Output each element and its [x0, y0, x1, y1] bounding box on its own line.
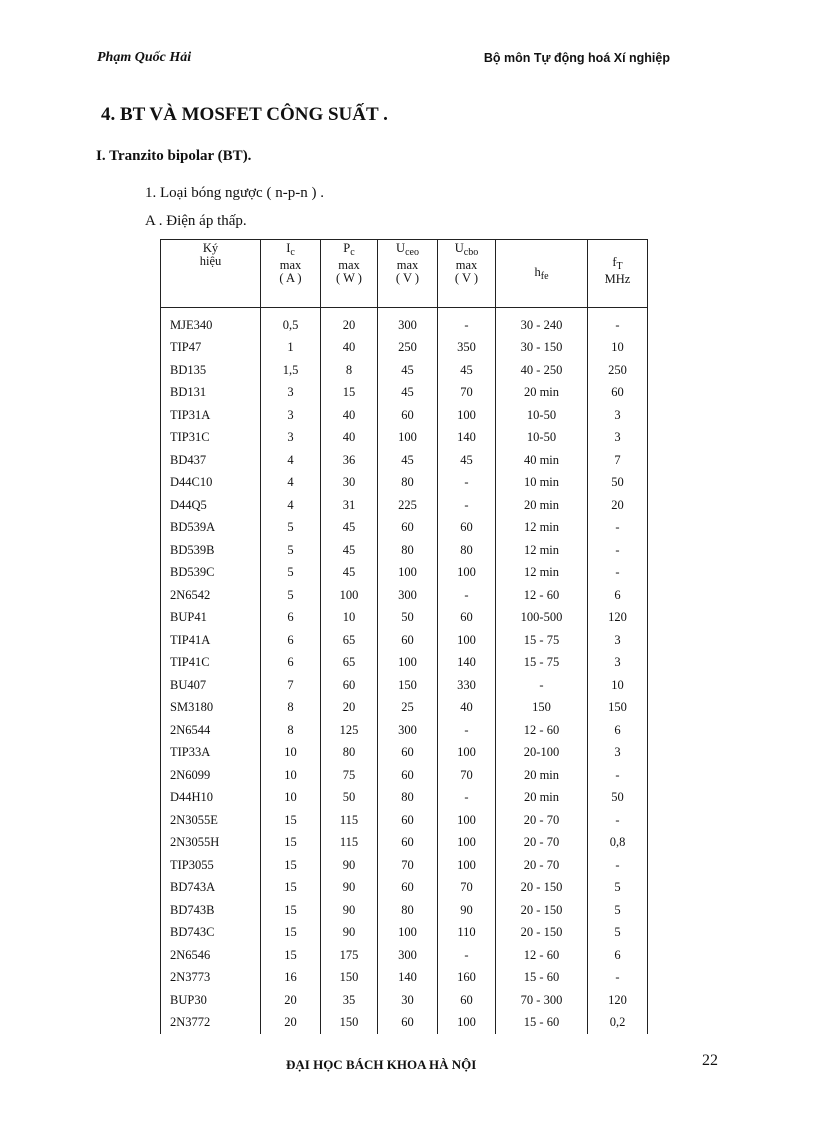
header-uceo [378, 240, 438, 308]
cell-symbol: TIP3055 [161, 854, 261, 877]
cell-ucbo-max: - [438, 494, 496, 517]
cell-pc-max: 60 [321, 674, 378, 697]
cell-hfe: 12 min [496, 562, 588, 585]
cell-hfe: 20 - 150 [496, 899, 588, 922]
cell-ucbo-max: 60 [438, 517, 496, 540]
cell-ft: 150 [588, 697, 648, 720]
cell-symbol: BUP30 [161, 989, 261, 1012]
table-row [161, 404, 648, 427]
table-row [161, 562, 648, 585]
cell-pc-max: 115 [321, 832, 378, 855]
header-author: Phạm Quốc Hải [97, 50, 192, 65]
header-ic-unit: ( A ) [279, 271, 302, 285]
cell-ft: 50 [588, 472, 648, 495]
cell-uceo-max: 80 [378, 787, 438, 810]
cell-uceo-max: 25 [378, 697, 438, 720]
cell-ft: 5 [588, 877, 648, 900]
table-row [161, 832, 648, 855]
table-row [161, 517, 648, 540]
table-row [161, 944, 648, 967]
cell-ft: 6 [588, 719, 648, 742]
table-header-row [161, 240, 648, 308]
cell-ft: - [588, 517, 648, 540]
cell-symbol: 2N6099 [161, 764, 261, 787]
cell-symbol: SM3180 [161, 697, 261, 720]
cell-ft: 0,2 [588, 1012, 648, 1035]
cell-hfe: 10-50 [496, 427, 588, 450]
cell-ic-max: 16 [261, 967, 321, 990]
header-ucbo [438, 240, 496, 308]
table-row [161, 989, 648, 1012]
cell-ft: 60 [588, 382, 648, 405]
header-hfe [496, 240, 588, 308]
cell-pc-max: 115 [321, 809, 378, 832]
table-row [161, 1012, 648, 1035]
header-uceo-sub: ceo [405, 247, 419, 258]
cell-ucbo-max: 100 [438, 629, 496, 652]
cell-ic-max: 20 [261, 989, 321, 1012]
cell-hfe: 15 - 60 [496, 1012, 588, 1035]
header-symbol [161, 240, 261, 308]
header-pc-sub: c [350, 247, 355, 258]
cell-ucbo-max: 70 [438, 764, 496, 787]
cell-ft: 20 [588, 494, 648, 517]
cell-hfe: 12 min [496, 539, 588, 562]
cell-ucbo-max: 70 [438, 877, 496, 900]
cell-hfe: 40 min [496, 449, 588, 472]
cell-hfe: 150 [496, 697, 588, 720]
cell-symbol: BD135 [161, 359, 261, 382]
cell-ft: 120 [588, 607, 648, 630]
cell-ft: 10 [588, 674, 648, 697]
cell-hfe: 15 - 75 [496, 652, 588, 675]
cell-ic-max: 8 [261, 697, 321, 720]
cell-uceo-max: 30 [378, 989, 438, 1012]
table-row [161, 809, 648, 832]
table-row [161, 742, 648, 765]
cell-ucbo-max: 110 [438, 922, 496, 945]
cell-ft: 50 [588, 787, 648, 810]
cell-ic-max: 8 [261, 719, 321, 742]
cell-hfe: 20 - 70 [496, 809, 588, 832]
table-row [161, 494, 648, 517]
cell-hfe: 30 - 150 [496, 337, 588, 360]
table-row [161, 629, 648, 652]
cell-symbol: TIP41A [161, 629, 261, 652]
header-hfe-main: h [534, 265, 541, 279]
cell-ic-max: 15 [261, 809, 321, 832]
cell-ucbo-max: 100 [438, 742, 496, 765]
section-title: 4. BT VÀ MOSFET CÔNG SUẤT . [101, 104, 388, 125]
table-row [161, 967, 648, 990]
header-ucbo-max: max [455, 258, 478, 272]
header-hfe-sub: fe [540, 271, 549, 282]
cell-pc-max: 40 [321, 404, 378, 427]
cell-pc-max: 31 [321, 494, 378, 517]
cell-uceo-max: 300 [378, 719, 438, 742]
subsection-title: I. Tranzito bipolar (BT). [96, 148, 252, 164]
cell-hfe: - [496, 674, 588, 697]
cell-pc-max: 45 [321, 539, 378, 562]
cell-uceo-max: 225 [378, 494, 438, 517]
header-ucbo-unit: ( V ) [454, 271, 479, 285]
cell-hfe: 15 - 60 [496, 967, 588, 990]
cell-ucbo-max: 100 [438, 809, 496, 832]
header-pc-max: max [338, 258, 360, 272]
cell-symbol: BD539C [161, 562, 261, 585]
cell-ucbo-max: 160 [438, 967, 496, 990]
cell-uceo-max: 100 [378, 562, 438, 585]
cell-uceo-max: 45 [378, 359, 438, 382]
table-row [161, 584, 648, 607]
footer-university: ĐẠI HỌC BÁCH KHOA HÀ NỘI [286, 1057, 477, 1072]
table-row [161, 382, 648, 405]
cell-hfe: 20 min [496, 764, 588, 787]
header-pc-main: P [343, 241, 351, 255]
cell-ic-max: 10 [261, 742, 321, 765]
cell-ic-max: 15 [261, 944, 321, 967]
cell-hfe: 12 - 60 [496, 584, 588, 607]
cell-ic-max: 15 [261, 854, 321, 877]
cell-ic-max: 1,5 [261, 359, 321, 382]
cell-uceo-max: 45 [378, 449, 438, 472]
table-row [161, 899, 648, 922]
cell-symbol: TIP47 [161, 337, 261, 360]
cell-pc-max: 35 [321, 989, 378, 1012]
cell-pc-max: 65 [321, 652, 378, 675]
cell-uceo-max: 45 [378, 382, 438, 405]
cell-ft: 3 [588, 629, 648, 652]
cell-ic-max: 15 [261, 899, 321, 922]
cell-ucbo-max: 60 [438, 989, 496, 1012]
cell-pc-max: 75 [321, 764, 378, 787]
header-ic-sub: c [290, 247, 295, 258]
cell-symbol: 2N3773 [161, 967, 261, 990]
header-ft [588, 240, 648, 308]
cell-uceo-max: 150 [378, 674, 438, 697]
cell-ic-max: 10 [261, 764, 321, 787]
header-ucbo-sub: cbo [463, 247, 479, 258]
cell-ic-max: 6 [261, 652, 321, 675]
table-row [161, 308, 648, 337]
cell-uceo-max: 70 [378, 854, 438, 877]
cell-uceo-max: 60 [378, 832, 438, 855]
cell-uceo-max: 80 [378, 472, 438, 495]
cell-ft: - [588, 562, 648, 585]
table-row [161, 427, 648, 450]
header-uceo-main: U [396, 241, 406, 255]
header-ft-sub: T [616, 261, 623, 272]
cell-hfe: 20 - 70 [496, 832, 588, 855]
header-uceo-unit: ( V ) [395, 271, 420, 285]
cell-ucbo-max: 80 [438, 539, 496, 562]
cell-ucbo-max: 100 [438, 404, 496, 427]
cell-ic-max: 15 [261, 832, 321, 855]
header-ic [261, 240, 321, 308]
cell-pc-max: 10 [321, 607, 378, 630]
cell-symbol: D44Q5 [161, 494, 261, 517]
header-department: Bộ môn Tự động hoá Xí nghiệp [483, 51, 670, 65]
cell-uceo-max: 50 [378, 607, 438, 630]
table-row [161, 472, 648, 495]
cell-hfe: 10-50 [496, 404, 588, 427]
cell-hfe: 20-100 [496, 742, 588, 765]
cell-hfe: 20 min [496, 787, 588, 810]
cell-ucbo-max: 100 [438, 854, 496, 877]
cell-ucbo-max: 45 [438, 359, 496, 382]
header-uceo-max: max [396, 258, 419, 272]
cell-hfe: 30 - 240 [496, 308, 588, 337]
cell-symbol: BUP41 [161, 607, 261, 630]
cell-ucbo-max: 140 [438, 652, 496, 675]
cell-ic-max: 4 [261, 472, 321, 495]
cell-uceo-max: 60 [378, 877, 438, 900]
table-row [161, 922, 648, 945]
cell-ft: 5 [588, 899, 648, 922]
cell-symbol: BD743B [161, 899, 261, 922]
cell-ft: 250 [588, 359, 648, 382]
header-ic-max: max [279, 258, 302, 272]
cell-ft: - [588, 854, 648, 877]
cell-ft: 7 [588, 449, 648, 472]
cell-ic-max: 10 [261, 787, 321, 810]
cell-symbol: BU407 [161, 674, 261, 697]
cell-ucbo-max: - [438, 944, 496, 967]
cell-ic-max: 4 [261, 494, 321, 517]
cell-ic-max: 6 [261, 629, 321, 652]
cell-pc-max: 100 [321, 584, 378, 607]
header-ft-unit: MHz [604, 272, 631, 286]
cell-uceo-max: 100 [378, 427, 438, 450]
cell-symbol: BD437 [161, 449, 261, 472]
cell-ic-max: 3 [261, 382, 321, 405]
cell-uceo-max: 60 [378, 1012, 438, 1035]
cell-ic-max: 5 [261, 517, 321, 540]
cell-symbol: TIP31A [161, 404, 261, 427]
cell-pc-max: 90 [321, 854, 378, 877]
cell-pc-max: 65 [321, 629, 378, 652]
table-row [161, 359, 648, 382]
cell-ucbo-max: 100 [438, 1012, 496, 1035]
transistor-table [160, 239, 648, 1034]
cell-uceo-max: 300 [378, 584, 438, 607]
cell-ic-max: 3 [261, 427, 321, 450]
cell-uceo-max: 250 [378, 337, 438, 360]
header-ucbo-main: U [454, 241, 464, 255]
cell-ic-max: 20 [261, 1012, 321, 1035]
cell-uceo-max: 60 [378, 742, 438, 765]
cell-ucbo-max: 90 [438, 899, 496, 922]
cell-symbol: BD743C [161, 922, 261, 945]
cell-ic-max: 3 [261, 404, 321, 427]
cell-pc-max: 150 [321, 1012, 378, 1035]
header-symbol-line1: Ký [202, 241, 219, 255]
cell-symbol: BD743A [161, 877, 261, 900]
table-row [161, 697, 648, 720]
cell-ucbo-max: 330 [438, 674, 496, 697]
table-row [161, 449, 648, 472]
cell-hfe: 12 min [496, 517, 588, 540]
cell-ft: 3 [588, 742, 648, 765]
table-row [161, 854, 648, 877]
table-row [161, 764, 648, 787]
cell-uceo-max: 100 [378, 652, 438, 675]
cell-hfe: 12 - 60 [496, 719, 588, 742]
cell-uceo-max: 60 [378, 629, 438, 652]
cell-ucbo-max: 140 [438, 427, 496, 450]
table-row [161, 337, 648, 360]
table-row [161, 877, 648, 900]
table-row [161, 787, 648, 810]
cell-hfe: 12 - 60 [496, 944, 588, 967]
cell-ft: - [588, 967, 648, 990]
cell-ucbo-max: - [438, 787, 496, 810]
cell-hfe: 40 - 250 [496, 359, 588, 382]
cell-pc-max: 175 [321, 944, 378, 967]
cell-ic-max: 5 [261, 539, 321, 562]
cell-pc-max: 40 [321, 337, 378, 360]
page-number: 22 [702, 1052, 718, 1069]
cell-symbol: BD131 [161, 382, 261, 405]
cell-ft: 6 [588, 584, 648, 607]
cell-ft: 3 [588, 404, 648, 427]
cell-ucbo-max: 350 [438, 337, 496, 360]
cell-ft: 5 [588, 922, 648, 945]
header-ft-main: f [612, 255, 617, 269]
cell-symbol: TIP31C [161, 427, 261, 450]
cell-symbol: 2N6544 [161, 719, 261, 742]
cell-ucbo-max: 70 [438, 382, 496, 405]
cell-pc-max: 45 [321, 562, 378, 585]
cell-pc-max: 150 [321, 967, 378, 990]
item-heading-low-voltage: A . Điện áp thấp. [145, 213, 247, 229]
header-pc [321, 240, 378, 308]
cell-ic-max: 4 [261, 449, 321, 472]
cell-ic-max: 15 [261, 922, 321, 945]
cell-pc-max: 125 [321, 719, 378, 742]
cell-pc-max: 45 [321, 517, 378, 540]
cell-uceo-max: 100 [378, 922, 438, 945]
cell-pc-max: 90 [321, 877, 378, 900]
cell-ic-max: 7 [261, 674, 321, 697]
cell-hfe: 20 - 150 [496, 877, 588, 900]
cell-ft: 120 [588, 989, 648, 1012]
cell-pc-max: 8 [321, 359, 378, 382]
table-row [161, 652, 648, 675]
cell-uceo-max: 60 [378, 404, 438, 427]
cell-pc-max: 90 [321, 899, 378, 922]
cell-pc-max: 30 [321, 472, 378, 495]
cell-ft: 6 [588, 944, 648, 967]
cell-ucbo-max: - [438, 472, 496, 495]
cell-ft: 10 [588, 337, 648, 360]
cell-pc-max: 50 [321, 787, 378, 810]
cell-symbol: BD539A [161, 517, 261, 540]
cell-uceo-max: 60 [378, 809, 438, 832]
table-row [161, 539, 648, 562]
cell-symbol: BD539B [161, 539, 261, 562]
cell-uceo-max: 300 [378, 944, 438, 967]
cell-hfe: 20 min [496, 382, 588, 405]
cell-ic-max: 0,5 [261, 308, 321, 337]
header-pc-unit: ( W ) [336, 271, 362, 285]
cell-symbol: 2N6546 [161, 944, 261, 967]
cell-ft: 3 [588, 652, 648, 675]
cell-hfe: 15 - 75 [496, 629, 588, 652]
cell-uceo-max: 140 [378, 967, 438, 990]
cell-symbol: TIP33A [161, 742, 261, 765]
cell-hfe: 70 - 300 [496, 989, 588, 1012]
cell-ucbo-max: 100 [438, 562, 496, 585]
cell-uceo-max: 60 [378, 764, 438, 787]
cell-ft: 0,8 [588, 832, 648, 855]
table-row [161, 719, 648, 742]
cell-ft: - [588, 809, 648, 832]
cell-ucbo-max: 60 [438, 607, 496, 630]
header-symbol-line2: hiệu [199, 254, 222, 268]
cell-ucbo-max: 40 [438, 697, 496, 720]
table-row [161, 674, 648, 697]
cell-symbol: D44H10 [161, 787, 261, 810]
cell-uceo-max: 60 [378, 517, 438, 540]
cell-symbol: MJE340 [161, 308, 261, 337]
cell-hfe: 100-500 [496, 607, 588, 630]
cell-symbol: TIP41C [161, 652, 261, 675]
item-heading-npn: 1. Loại bóng ngược ( n-p-n ) . [145, 185, 324, 201]
cell-ic-max: 1 [261, 337, 321, 360]
cell-ic-max: 5 [261, 562, 321, 585]
cell-uceo-max: 300 [378, 308, 438, 337]
cell-symbol: 2N6542 [161, 584, 261, 607]
cell-ft: - [588, 308, 648, 337]
table-row [161, 607, 648, 630]
cell-ft: 3 [588, 427, 648, 450]
cell-hfe: 20 min [496, 494, 588, 517]
cell-hfe: 10 min [496, 472, 588, 495]
header-ic-main: I [286, 241, 291, 255]
cell-symbol: 2N3055E [161, 809, 261, 832]
cell-uceo-max: 80 [378, 899, 438, 922]
cell-pc-max: 20 [321, 697, 378, 720]
cell-pc-max: 36 [321, 449, 378, 472]
cell-pc-max: 40 [321, 427, 378, 450]
cell-ic-max: 6 [261, 607, 321, 630]
cell-ucbo-max: - [438, 719, 496, 742]
cell-uceo-max: 80 [378, 539, 438, 562]
cell-ft: - [588, 764, 648, 787]
cell-ucbo-max: - [438, 308, 496, 337]
cell-pc-max: 20 [321, 308, 378, 337]
cell-ucbo-max: - [438, 584, 496, 607]
cell-ft: - [588, 539, 648, 562]
cell-symbol: D44C10 [161, 472, 261, 495]
cell-symbol: 2N3055H [161, 832, 261, 855]
cell-ucbo-max: 100 [438, 832, 496, 855]
cell-symbol: 2N3772 [161, 1012, 261, 1035]
cell-hfe: 20 - 150 [496, 922, 588, 945]
cell-ucbo-max: 45 [438, 449, 496, 472]
cell-pc-max: 90 [321, 922, 378, 945]
cell-ic-max: 5 [261, 584, 321, 607]
cell-pc-max: 80 [321, 742, 378, 765]
cell-ic-max: 15 [261, 877, 321, 900]
cell-hfe: 20 - 70 [496, 854, 588, 877]
cell-pc-max: 15 [321, 382, 378, 405]
